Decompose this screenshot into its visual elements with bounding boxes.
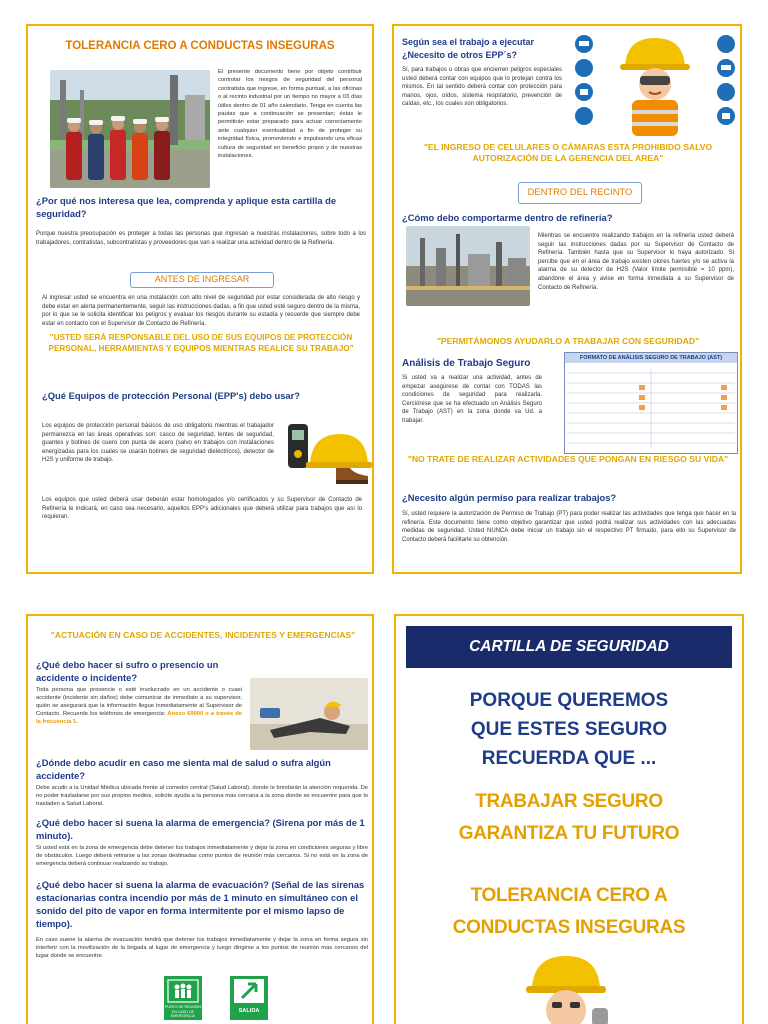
behavior-text: Mientras se encuentre realizando trabajos en la refinería usted deberá seguir las instrucciones dadas por su Supervisor de Contacto de Refinería. También hasta que su Supervisor lo haya autorizado. Si percibe que en el área de trabajo existen olores fuertes y/o se activa la alarma de su detector de H2S (Valor límite permisible = 10 ppm), abandone el área y avise en forma inmediata a su Supervisor de Contacto de Refinería.	[538, 233, 734, 291]
quote-help-safety: "PERMITÁMONOS AYUDARLO A TRABAJAR CON SEGURIDAD"	[436, 336, 700, 346]
quote-no-phones: "EL INGRESO DE CELULARES O CÁMARAS ESTA PROHIBIDO SALVO AUTORIZACIÓN DE LA GERENCIA DEL AREA"	[423, 142, 713, 163]
question-permit: ¿Necesito algún permiso para realizar trabajos?	[402, 492, 617, 503]
ast-title: Análisis de Trabajo Seguro	[402, 358, 531, 369]
question-epp: ¿Qué Equipos de protección Personal (EPP's) debo usar?	[42, 390, 301, 401]
panel-title: TOLERANCIA CERO A CONDUCTAS INSEGURAS	[65, 40, 335, 52]
emergency-phone: Anexo 69000 o a través de la frecuencia 1.	[36, 711, 242, 725]
before-entering-text: Al ingresar usted se encuentra en una instalación con alto nivel de seguridad por estar considerada de alto riesgo y debe estar en alerta permanentemente, seguir las instrucciones dadas, a fin que usted esté seguro dentro de la misma, por lo que se le solicita identificar los peligros y evaluar los riesgos durante su estadía y recuerde que siempre debe estar en contacto con el Supervisor de Contacto de Refinería.	[42, 295, 360, 327]
evacuation-text: En caso suene la alarma de evacuación tendrá que detener los trabajos inmediatamente y dejar la zona en forma segura sin interferir con la movilización de la brigada al lugar de emergencia y luego dirigirse a los puntos de reunión más cercanos del lugar donde se encuentre.	[36, 937, 368, 959]
question-health: ¿Dónde debo acudir en caso me sienta mal de salud o sufra algún accidente?	[36, 757, 331, 781]
epp-text: Los equipos de protección personal básicos de uso obligatorio mientras el trabajador permanezca en las áreas operativas son: casco de seguridad, lentes de seguridad, guantes y botines de cuero con punta de acero (salvo en trabajos con instalaciones energizadas para los cuales se usarán botines de seguridad dieléctricos), detector de H2S y uniforme de trabajo.	[42, 423, 274, 464]
cover-line-3: RECUERDA QUE ...	[481, 748, 657, 769]
question-evacuation-alarm: ¿Qué debo hacer si suena la alarma de evacuación? (Señal de las sirenas estacionarias contra incendio por más de 1 minuto en simultáneo con el sonido del pito de vapor en forma intermitente por el mismo lapso de tiempo).	[36, 879, 365, 929]
dentro-del-recinto-button[interactable]: DENTRO DEL RECINTO	[518, 182, 642, 204]
health-text: Debe acudir a la Unidad Médica ubicada frente al comedor central (Salud Laboral), donde le brindarán la atención requerida. De no poder trasladarse por sus propios medios, solicite ayuda a la persona más cercana a la zona donde se encuentre para que lo trasladen a Salud Laboral.	[36, 785, 368, 807]
question-emergency-alarm: ¿Qué debo hacer si suena la alarma de emergencia? (Sirena por más de 1 minuto).	[36, 817, 365, 841]
worker-stop-illustration	[518, 954, 618, 1024]
epp-certified-text: Los equipos que usted deberá usar deberán estar homologados y/o certificados y su Supervisor de Contacto de Refinería le indicará, en caso sea necesario, aquellos EPP's adicionales que deberá utilizar para trabajos que así lo requieran.	[42, 497, 362, 521]
cover-slogan-1	[396, 786, 742, 850]
cover-slogan-line-2: GARANTIZA TU FUTURO	[458, 823, 680, 844]
permit-text: Sí, usted requiere la autorización de Permiso de Trabajo (PT) para poder realizar las actividades que tenga que hacer en la refinería. Este documento tiene como objetivo garantizar que usted podrá realizar sus actividades con las adecuadas medidas de seguridad. Usted NUNCA debe iniciar un trabajo sin el respectivo PT firmado, para ello su Supervisor de Contacto deberá facilitarle su obtención.	[402, 511, 736, 543]
cover-line-1: PORQUE QUEREMOS	[469, 690, 669, 711]
intro-text: El presente documento tiene por objeto contribuir controlar los riesgos de seguridad del personal contratista que ingrese, en forma puntual, a las oficinas o al recinto industrial por un tiempo no mayor a 03 días útiles dentro de 01 año calendario. Tenga en cuenta las pautas que a continuación se presentan; éstas le permitirán estar preparado para actuar correctamente ante cualquier eventualidad a fin de proteger su integridad física, promoviendo e impulsando una eficaz cultura de seguridad en beneficio propio y de nuestras instalaciones.	[218, 69, 362, 160]
accident-text	[36, 686, 242, 726]
exit-label: SALIDA	[238, 1008, 260, 1014]
question-behavior: ¿Cómo debo comportarme dentro de refinería?	[402, 212, 613, 223]
ast-form-title: FORMATO DE ANÁLISIS SEGURO DE TRABAJO (AST)	[565, 353, 737, 363]
exit-sign	[230, 976, 268, 1020]
cover-slogan-line-4: CONDUCTAS INSEGURAS	[452, 917, 686, 938]
emergency-alarm-text: Si usted está en la zona de emergencia debe detener los trabajos inmediatamente y dejar la zona en condiciones seguras y libre de obstáculos. Luego deberá retirarse a las zonas destinadas como puntos de reunión más cercanos. Si no está en la zona de emergencia deberá continuar realizando su trabajo.	[36, 845, 368, 867]
panel-intro	[26, 24, 374, 574]
workers-photo	[50, 70, 210, 188]
cover-message	[396, 686, 742, 773]
cover-banner: CARTILLA DE SEGURIDAD	[406, 626, 732, 668]
quote-responsible: "USTED SERÁ RESPONSABLE DEL USO DE SUS EQUIPOS DE PROTECCIÓN PERSONAL, HERRAMIENTAS Y EQUIPOS MIENTRAS REALICE SU TRABAJO"	[48, 333, 354, 353]
question-why-read: ¿Por qué nos interesa que lea, comprenda y aplique esta cartilla de seguridad?	[36, 195, 337, 219]
quote-accidents: "ACTUACIÓN EN CASO DE ACCIDENTES, INCIDENTES Y EMERGENCIAS"	[50, 630, 356, 640]
why-read-text: Porque nuestra preocupación es proteger a todas las personas que ingresan a nuestras instalaciones, sobre todo a los trabajadores, contratistas, subcontratistas y proveedores que van a realizar una actividad dentro de la Refinería.	[36, 231, 366, 246]
panel-emergencies	[26, 614, 374, 1024]
panel-epp-recinto	[392, 24, 742, 574]
antes-de-ingresar-button[interactable]: ANTES DE INGRESAR	[130, 272, 274, 288]
cover-line-2: QUE ESTES SEGURO	[470, 719, 668, 740]
cover-slogan-2	[396, 880, 742, 944]
accident-text-body: Toda persona que presencie o esté involucrado en un accidente o cuasi accidente (incidente sin daños) debe comunicar de inmediato a su supervisor, quién se asegurará que la información llegue inmediatamente al Supervisor de Contacto. Recuerde los teléfonos de emergencia:	[36, 687, 242, 717]
meeting-point-sign	[164, 976, 202, 1020]
refinery-photo	[406, 226, 530, 306]
question-accident: ¿Qué debo hacer si sufro o presencio un accidente o incidente?	[36, 659, 219, 683]
worker-epp-illustration	[570, 32, 740, 136]
ast-text: Si usted va a realizar una actividad, antes de empezar asegúrese de contar con TODAS las condiciones de seguridad para realizarla. Cerciórese que se ha efectuado un Análisis Seguro de Trabajo (AST) en la zona donde va Ud. a trabajar.	[402, 375, 542, 424]
ast-form-image	[564, 352, 738, 454]
meeting-point-label: PUNTO DE REUNIÓN EN CASO DE EMERGENCIA	[164, 1005, 202, 1019]
cover-slogan-line-3: TOLERANCIA CERO A	[470, 885, 668, 906]
question-other-epp: Según sea el trabajo a ejecutar ¿Necesito de otros EPP´s?	[402, 37, 535, 60]
other-epp-text: Sí, para trabajos u obras que encierren peligros especiales usted deberá contar con equipos que lo protejan contra los mismos. En tal sentido deberá contar con protección para manos, ojos, oídos, sistema respiratorio, prevención de caídas, etc., los cuales son obligatorios.	[402, 67, 562, 108]
quote-no-risk: "NO TRATE DE REALIZAR ACTIVIDADES QUE PONGAN EN RIESGO SU VIDA"	[407, 454, 729, 464]
helmet-boot-icon	[306, 426, 372, 486]
panel-cover	[394, 614, 744, 1024]
cover-slogan-line-1: TRABAJAR SEGURO	[475, 791, 663, 812]
accident-photo	[250, 678, 368, 750]
